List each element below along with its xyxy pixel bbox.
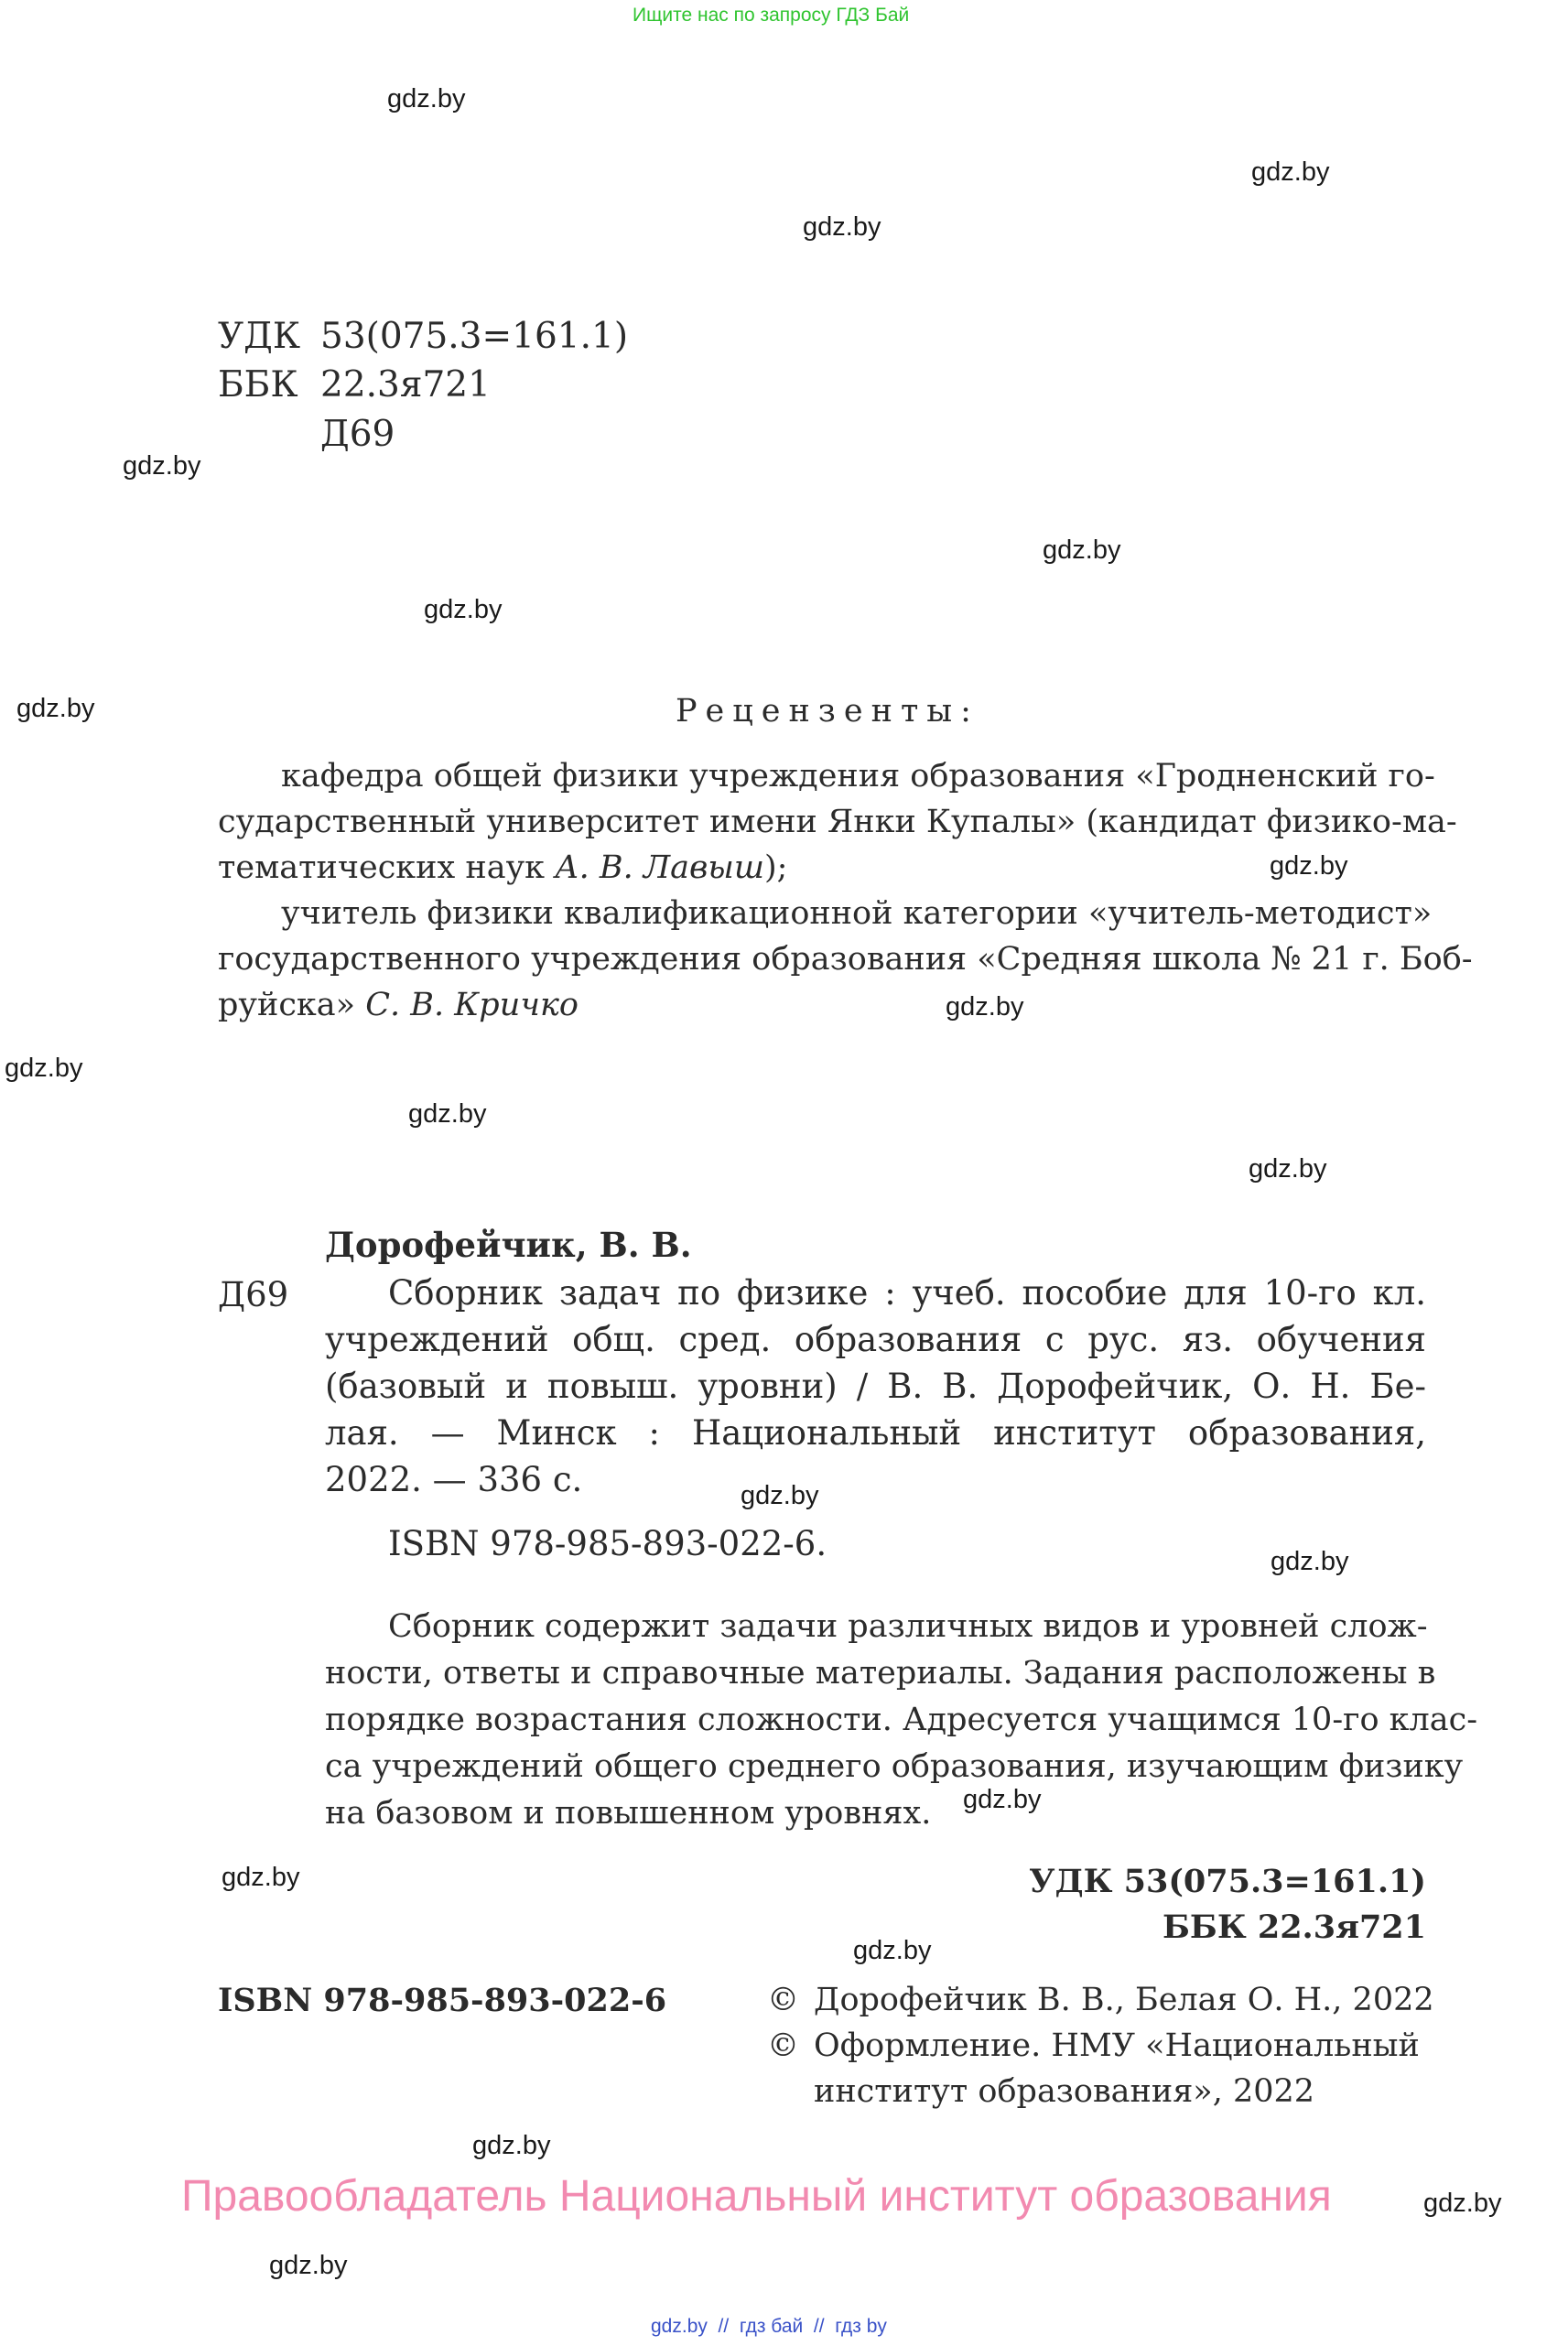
reviewer-1-line bbox=[218, 845, 1426, 891]
bib-line: 2022. — 336 с. bbox=[325, 1460, 583, 1499]
annotation bbox=[325, 1604, 1478, 1837]
annotation-line: Сборник содержит задачи различных видов и уровней слож- bbox=[388, 1608, 1428, 1645]
reviewers-heading: Рецензенты: bbox=[676, 693, 979, 730]
watermark: gdz.by bbox=[16, 694, 95, 723]
copyright-line-1: Дорофейчик В. В., Белая О. Н., 2022 bbox=[814, 1982, 1434, 2018]
isbn-bottom: ISBN 978-985-893-022-6 bbox=[218, 1982, 667, 2019]
watermark: gdz.by bbox=[741, 1481, 819, 1510]
top-banner: Ищите нас по запросу ГДЗ Бай bbox=[633, 5, 910, 26]
watermark: gdz.by bbox=[123, 451, 201, 481]
bbk-value: 22.3я721 bbox=[320, 364, 491, 405]
watermark: gdz.by bbox=[222, 1863, 300, 1892]
author-mark: Д69 bbox=[320, 414, 395, 455]
reviewer-1-name: А. В. Лавыш bbox=[555, 849, 765, 886]
reviewer-2-line: государственного учреждения образования «Средняя школа № 21 г. Боб- bbox=[218, 941, 1473, 978]
reviewer-1-line: кафедра общей физики учреждения образования «Гродненский го- bbox=[281, 758, 1435, 795]
watermark: gdz.by bbox=[5, 1054, 83, 1083]
watermark: gdz.by bbox=[1249, 1154, 1327, 1184]
bbk-label: ББК bbox=[218, 364, 298, 405]
watermark: gdz.by bbox=[1423, 2189, 1502, 2218]
reviewer-2-line: учитель физики квалификационной категории «учитель-методист» bbox=[281, 895, 1433, 932]
udk-value: 53(075.3=161.1) bbox=[320, 316, 629, 357]
reviewer-2 bbox=[218, 891, 1473, 1028]
copyright-line-2b: институт образования», 2022 bbox=[814, 2073, 1315, 2110]
copyright-owner: Правообладатель Национальный институт образования bbox=[181, 2172, 1332, 2221]
copyright-symbol: © bbox=[767, 2027, 799, 2064]
watermark: gdz.by bbox=[963, 1785, 1042, 1814]
reviewer-1-punct: ); bbox=[764, 849, 788, 886]
bib-isbn: ISBN 978-985-893-022-6. bbox=[388, 1524, 827, 1563]
copyright-symbol: © bbox=[767, 1982, 799, 2018]
watermark: gdz.by bbox=[269, 2251, 348, 2280]
reviewer-2-line bbox=[218, 982, 1426, 1028]
annotation-line: порядке возрастания сложности. Адресуется учащимся 10-го клас- bbox=[325, 1702, 1478, 1738]
bbk-bottom: ББК 22.3я721 bbox=[1162, 1908, 1426, 1946]
author-heading: Дорофейчик, В. В. bbox=[325, 1225, 692, 1265]
reviewer-2-tail-text: руйска» bbox=[218, 987, 366, 1023]
bib-description bbox=[325, 1270, 1426, 1503]
copyright-line-2a: Оформление. НМУ «Национальный bbox=[814, 2027, 1420, 2064]
annotation-line: на базовом и повышенном уровнях. bbox=[325, 1795, 932, 1832]
bottom-banner: gdz.by // гдз бай // гдз by bbox=[651, 2316, 887, 2337]
udk-label: УДК bbox=[218, 316, 301, 357]
watermark: gdz.by bbox=[1271, 1547, 1349, 1576]
bbk-line bbox=[218, 364, 491, 405]
watermark: gdz.by bbox=[1270, 851, 1348, 881]
watermark: gdz.by bbox=[424, 595, 503, 624]
watermark: gdz.by bbox=[472, 2131, 551, 2160]
reviewer-1-tail-text: тематических наук bbox=[218, 849, 556, 886]
reviewer-1 bbox=[218, 753, 1457, 891]
watermark: gdz.by bbox=[387, 84, 466, 114]
bib-line: лая. — Минск : Национальный институт образования, bbox=[325, 1413, 1426, 1453]
udk-line bbox=[218, 316, 628, 357]
annotation-line: ности, ответы и справочные материалы. Задания расположены в bbox=[325, 1655, 1436, 1692]
bib-line: (базовый и повыш. уровни) / В. В. Дорофейчик, О. Н. Бе- bbox=[325, 1367, 1426, 1406]
annotation-line: са учреждений общего среднего образования, изучающим физику bbox=[325, 1748, 1464, 1785]
watermark: gdz.by bbox=[1251, 157, 1330, 187]
bib-mark: Д69 bbox=[218, 1275, 289, 1314]
bib-line: учреждений общ. сред. образования с рус. яз. обучения bbox=[325, 1320, 1426, 1359]
reviewer-2-name: С. В. Кричко bbox=[365, 987, 579, 1023]
watermark: gdz.by bbox=[408, 1099, 487, 1129]
reviewer-1-line: сударственный университет имени Янки Купалы» (кандидат физико-ма- bbox=[218, 804, 1457, 840]
bib-line: Сборник задач по физике : учеб. пособие для 10-го кл. bbox=[388, 1273, 1426, 1313]
udk-bottom: УДК 53(075.3=161.1) bbox=[1029, 1863, 1426, 1900]
watermark: gdz.by bbox=[946, 992, 1024, 1022]
watermark: gdz.by bbox=[853, 1936, 932, 1965]
watermark: gdz.by bbox=[803, 212, 881, 242]
watermark: gdz.by bbox=[1043, 535, 1121, 565]
